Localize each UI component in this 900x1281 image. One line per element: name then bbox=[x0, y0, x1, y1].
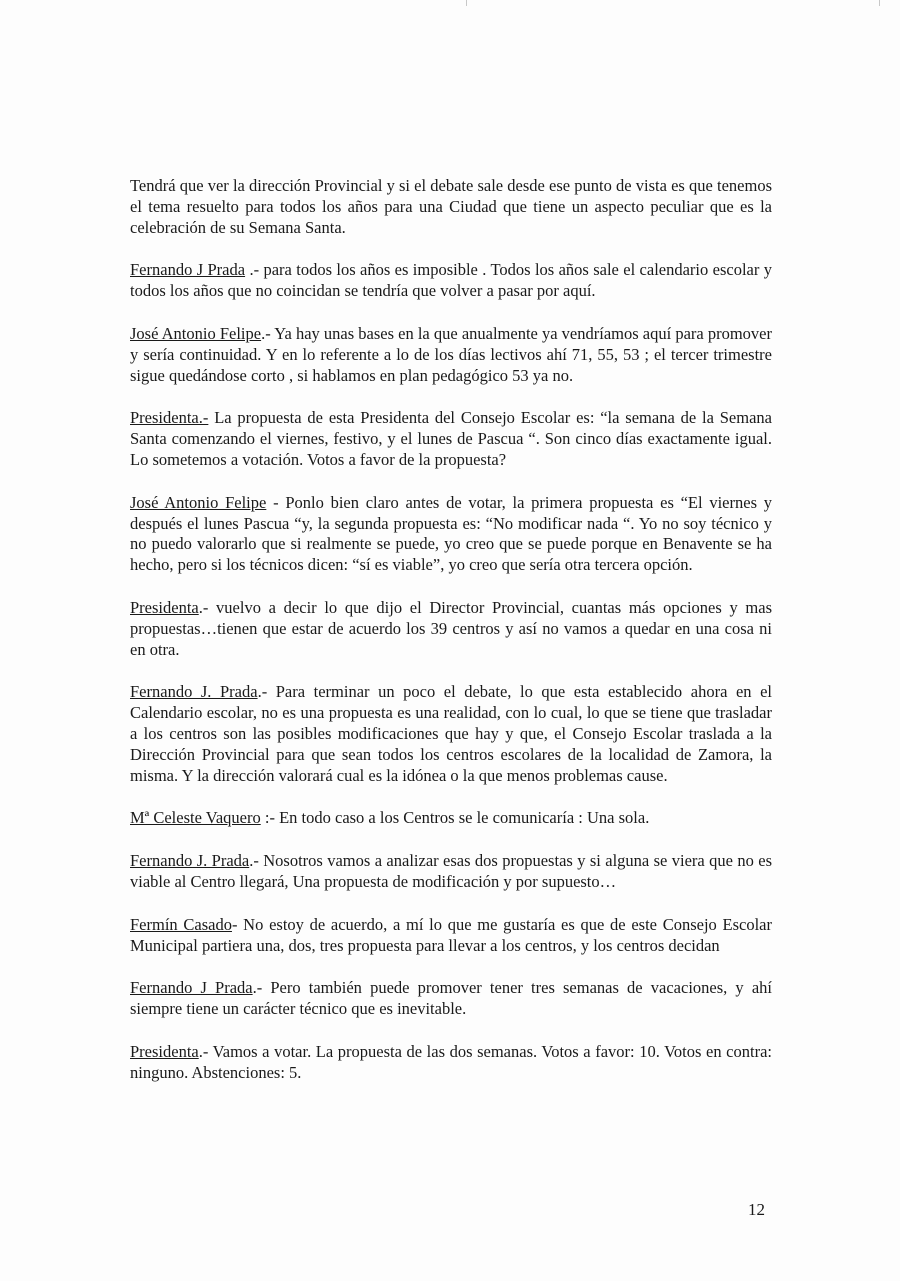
paragraph-7 bbox=[130, 808, 772, 829]
speaker-suffix: .- bbox=[198, 597, 209, 617]
paragraph-6 bbox=[130, 682, 772, 786]
speaker-name: Fermín Casado bbox=[130, 914, 232, 934]
paragraph-11 bbox=[130, 1042, 772, 1084]
speaker-name: Presidenta bbox=[130, 597, 199, 617]
speaker-name: Fernando J Prada bbox=[130, 260, 246, 280]
paragraph-5 bbox=[130, 598, 772, 660]
paragraph-text: En todo caso a los Centros se le comunicaría : Una sola. bbox=[274, 808, 650, 828]
paragraph-3 bbox=[130, 408, 772, 470]
document-body bbox=[130, 176, 772, 1106]
speaker-suffix: :- bbox=[260, 808, 275, 828]
speaker-name: Mª Celeste Vaquero bbox=[130, 808, 261, 828]
speaker-suffix: - bbox=[231, 914, 238, 934]
paragraph-text: - Ponlo bien claro antes de votar, la primera propuesta es “El viernes y después el lunes Pascua “y, la segunda propuesta es: “No modificar nada “. Yo no soy técnico y no puedo valorarlo que si realmente se puede, yo creo que se puede porque en Benavente se ha hecho, pero si los técnicos dicen: “sí es viable”, yo creo que sería otra tercera opción. bbox=[130, 492, 772, 575]
paragraph-text: Para terminar un poco el debate, lo que esta establecido ahora en el Calendario escolar, no es una propuesta es una realidad, con lo cual, lo que se tiene que trasladar a los centros son las posibles modificaciones que hay y que, el Consejo Escolar traslada a la Dirección Provincial para que sean todos los centros escolares de la localidad de Zamora, la misma. Y la dirección valorará cual es la idónea o la que menos problemas cause. bbox=[130, 682, 772, 785]
scan-mark bbox=[466, 0, 467, 6]
speaker-suffix: .- bbox=[261, 323, 271, 343]
speaker-name: José Antonio Felipe bbox=[130, 323, 262, 343]
paragraph-text: Nosotros vamos a analizar esas dos propuestas y si alguna se viera que no es viable al Centro llegará, Una propuesta de modificación y por supuesto… bbox=[130, 851, 773, 891]
paragraph-text: La propuesta de esta Presidenta del Consejo Escolar es: “la semana de la Semana Santa comenzando el viernes, festivo, y el lunes de Pascua “. Son cinco días exactamente igual. Lo sometemos a votación. Votos a favor de la propuesta? bbox=[130, 408, 772, 469]
page-number: 12 bbox=[748, 1200, 765, 1219]
speaker-name: Fernando J Prada bbox=[130, 978, 253, 998]
speaker-name: Fernando J. Prada bbox=[130, 851, 250, 871]
speaker-name: José Antonio Felipe bbox=[130, 492, 267, 512]
paragraph-1 bbox=[130, 260, 772, 302]
speaker-name: Presidenta bbox=[130, 1041, 199, 1061]
speaker-suffix: .- bbox=[245, 260, 260, 280]
paragraph-8 bbox=[130, 851, 772, 893]
paragraph-text: Pero también puede promover tener tres semanas de vacaciones, y ahí siempre tiene un carácter técnico que es inevitable. bbox=[130, 978, 772, 1019]
speaker-name: Fernando J. Prada bbox=[130, 682, 258, 702]
speaker-name: Presidenta.- bbox=[130, 408, 209, 428]
speaker-suffix: .- bbox=[249, 851, 259, 871]
paragraph-9 bbox=[130, 915, 772, 957]
scan-mark bbox=[879, 0, 880, 6]
paragraph-text: para todos los años es imposible . Todos los años sale el calendario escolar y todos los años que no coincidan se tendría que volver a pasar por aquí. bbox=[130, 260, 772, 301]
paragraph-text: Vamos a votar. La propuesta de las dos semanas. Votos a favor: 10. Votos en contra: ninguno. Abstenciones: 5. bbox=[130, 1041, 772, 1082]
paragraph-text: vuelvo a decir lo que dijo el Director Provincial, cuantas más opciones y mas propuestas…tienen que estar de acuerdo los 39 centros y así no vamos a quedar en una cosa ni en otra. bbox=[130, 597, 772, 659]
paragraph-4 bbox=[130, 493, 772, 576]
paragraph-2 bbox=[130, 324, 772, 386]
speaker-suffix: .- bbox=[257, 682, 268, 702]
paragraph-text: No estoy de acuerdo, a mí lo que me gustaría es que de este Consejo Escolar Municipal partiera una, dos, tres propuesta para llevar a los centros, y los centros decidan bbox=[130, 914, 772, 955]
paragraph-text: Ya hay unas bases en la que anualmente ya vendríamos aquí para promover y sería continuidad. Y en lo referente a lo de los días lectivos ahí 71, 55, 53 ; el tercer trimestre sigue quedándose corto , si hablamos en plan pedagógico 53 ya no. bbox=[130, 323, 772, 385]
speaker-suffix: .- bbox=[198, 1041, 209, 1061]
paragraph-text: Tendrá que ver la dirección Provincial y si el debate sale desde ese punto de vista es que tenemos el tema resuelto para todos los años para una Ciudad que tiene un aspecto peculiar que es la celebración de su Semana Santa. bbox=[130, 176, 772, 237]
speaker-suffix: .- bbox=[252, 978, 263, 998]
paragraph-0 bbox=[130, 176, 772, 238]
paragraph-10 bbox=[130, 978, 772, 1020]
